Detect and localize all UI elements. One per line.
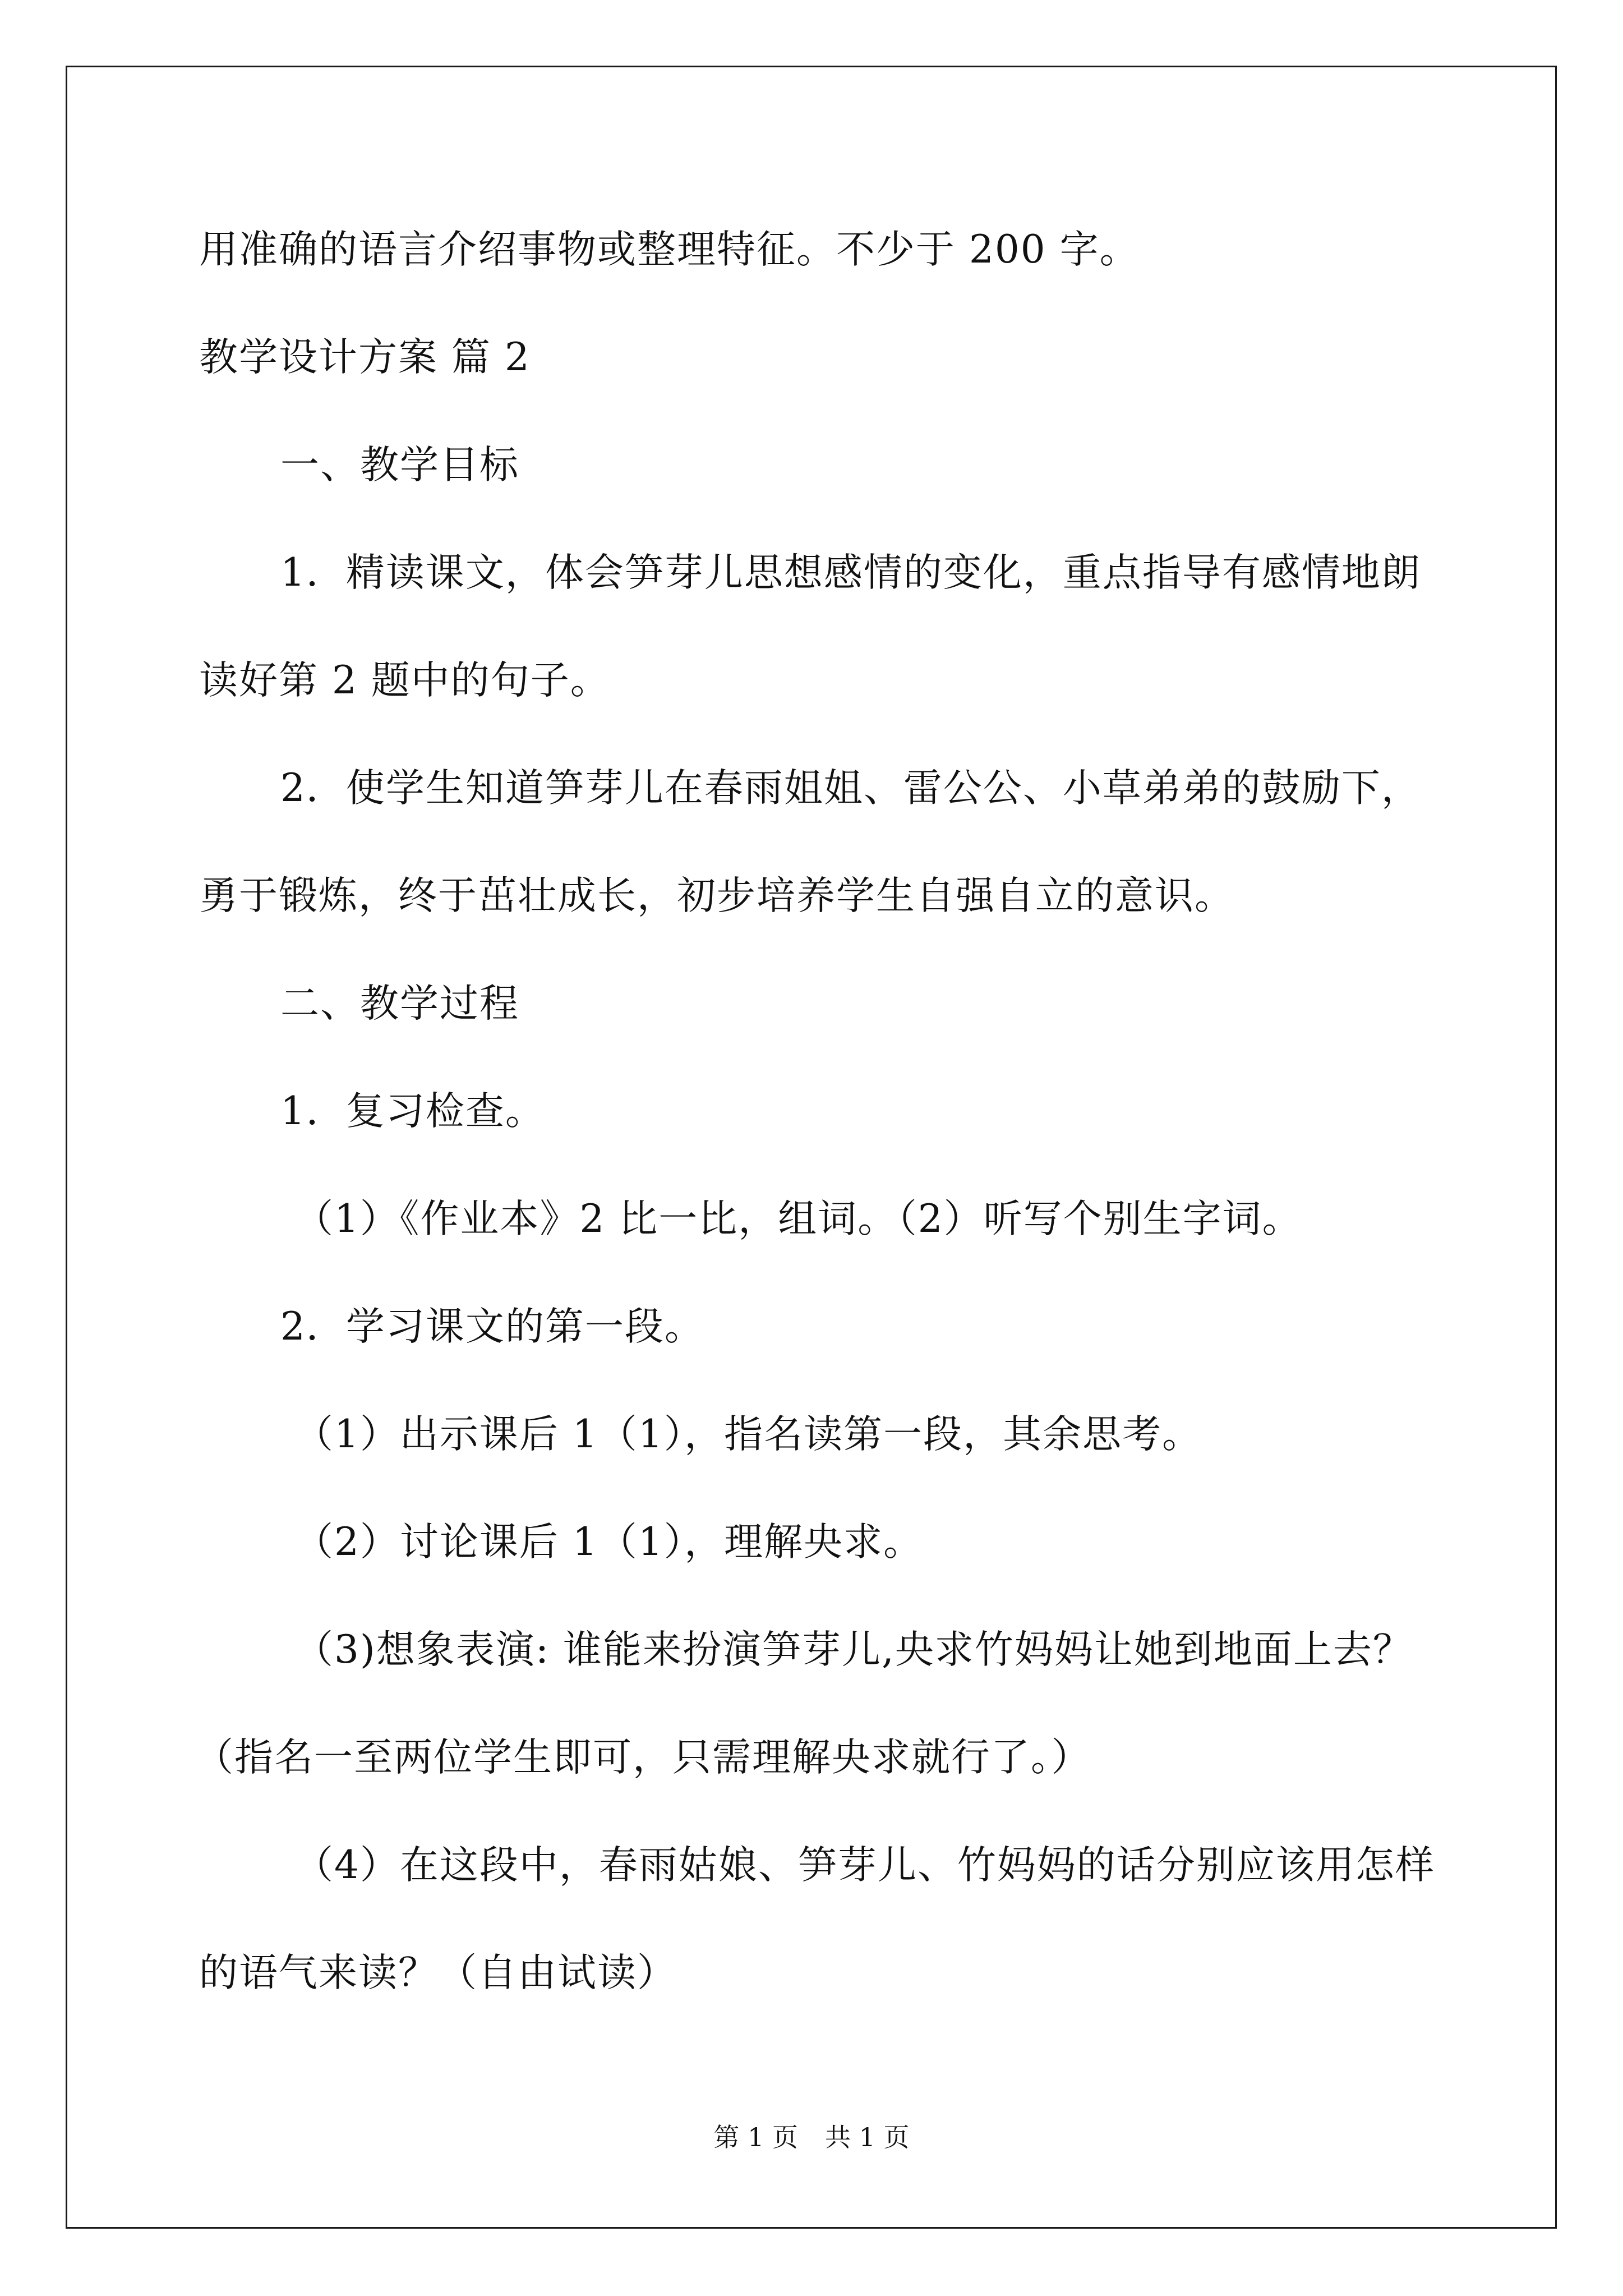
paragraph-line: 1．复习检查。 [280, 1089, 545, 1134]
paragraph-line: （2）讨论课后 1（1），理解央求。 [294, 1520, 924, 1565]
paragraph-line: （指名一至两位学生即可，只需理解央求就行了。） [195, 1735, 1091, 1780]
paragraph-line: 1．精读课文，体会笋芽儿思想感情的变化，重点指导有感情地朗 [280, 550, 1421, 595]
paragraph-line: 的语气来读？（自由试读） [199, 1950, 677, 1995]
paragraph-line: （1）出示课后 1（1），指名读第一段，其余思考。 [294, 1412, 1202, 1457]
paragraph-line: 2．学习课文的第一段。 [280, 1304, 704, 1349]
paragraph-line: （1）《作业本》2 比一比，组词。（2）听写个别生字词。 [294, 1197, 1302, 1241]
page-number-total: 共 1 页 [825, 2122, 910, 2152]
paragraph-line: 2．使学生知道笋芽儿在春雨姐姐、雷公公、小草弟弟的鼓励下， [280, 766, 1421, 811]
paragraph-line: （3)想象表演: 谁能来扮演笋芽儿,央求竹妈妈让她到地面上去？ [294, 1627, 1413, 1672]
paragraph-line: 读好第 2 题中的句子。 [199, 658, 610, 703]
paragraph-line: （4）在这段中，春雨姑娘、笋芽儿、竹妈妈的话分别应该用怎样 [294, 1843, 1435, 1888]
page-number-current: 第 1 页 [713, 2122, 798, 2152]
page-footer [0, 2122, 1623, 2153]
subheading-objectives: 一、教学目标 [280, 443, 519, 487]
subheading-process: 二、教学过程 [280, 981, 519, 1026]
text-line-continuation: 用准确的语言介绍事物或整理特征。不少于 200 字。 [199, 227, 1140, 272]
section-heading: 教学设计方案 篇 2 [199, 335, 531, 380]
paragraph-line: 勇于锻炼，终于茁壮成长，初步培养学生自强自立的意识。 [199, 873, 1234, 918]
page-border [66, 66, 1557, 2229]
